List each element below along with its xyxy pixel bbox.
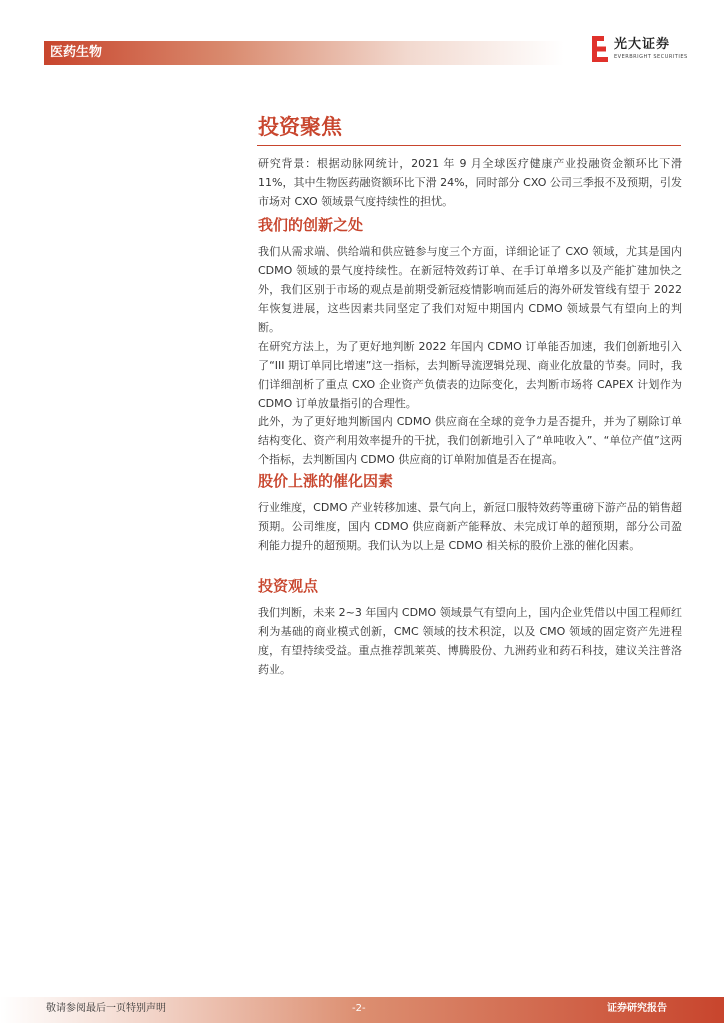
research-background-paragraph: 研究背景：根据动脉网统计，2021 年 9 月全球医疗健康产业投融资金额环比下滑 11%，其中生物医药融资额环比下滑 24%，同时部分 CXO 公司三季报不及预期，引发市场对 CXO 领域景气度持续性的担忧。 — [258, 157, 682, 208]
footer-report-type: 证券研究报告 — [607, 1003, 667, 1014]
innovation-paragraph-2: 在研究方法上，为了更好地判断 2022 年国内 CDMO 订单能否加速，我们创新地引入了“III 期订单同比增速”这一指标，去判断导流逻辑兑现、商业化放量的节奏。同时，我们详细剖析了重点 CXO 企业资产负债表的边际变化，去判断市场将 CAPEX 计划作为 CDMO 订单放量指引的合理性。 — [258, 340, 682, 410]
header-section-label: 医药生物 — [50, 45, 103, 60]
logo-english-name: EVERBRIGHT SECURITIES — [614, 54, 688, 60]
logo-company-name: 光大证券 — [614, 37, 671, 52]
header-band — [44, 41, 564, 65]
investment-view-heading: 投资观点 — [258, 577, 319, 595]
page-title: 投资聚焦 — [258, 115, 342, 139]
footer-disclaimer: 敬请参阅最后一页特别声明 — [46, 1003, 166, 1014]
innovation-paragraph-1: 我们从需求端、供给端和供应链参与度三个方面，详细论证了 CXO 领域，尤其是国内 CDMO 领域的景气度持续性。在新冠特效药订单、在手订单增多以及产能扩建加快之外，我们区别于市场的观点是前期受新冠疫情影响而延后的海外研发管线有望于 2022 年恢复进展，这些因素共同坚定了我们对短中期国内 CDMO 领域景气有望向上的判断。 — [258, 245, 682, 334]
investment-view-paragraph: 我们判断，未来 2~3 年国内 CDMO 领域景气有望向上，国内企业凭借以中国工程师红利为基础的商业模式创新，CMC 领域的技术积淀，以及 CMO 领域的固定资产先进程度，有望持续受益。重点推荐凯莱英、博腾股份、九洲药业和药石科技，建议关注普洛药业。 — [258, 606, 682, 676]
page-number: -2- — [352, 1003, 366, 1014]
catalyst-heading: 股价上涨的催化因素 — [258, 472, 394, 490]
innovation-heading: 我们的创新之处 — [258, 216, 364, 234]
innovation-paragraph-3: 此外，为了更好地判断国内 CDMO 供应商在全球的竞争力是否提升，并为了剔除订单结构变化、资产利用效率提升的干扰，我们创新地引入了“单吨收入”、“单位产值”这两个指标，去判断国内 CDMO 供应商的订单附加值是否在提高。 — [258, 415, 682, 466]
title-divider — [257, 145, 681, 146]
logo-mark-icon — [592, 36, 608, 62]
catalyst-paragraph: 行业维度，CDMO 产业转移加速、景气向上，新冠口服特效药等重磅下游产品的销售超预期。公司维度，国内 CDMO 供应商新产能释放、未完成订单的超预期，部分公司盈利能力提升的超预期。我们认为以上是 CDMO 相关标的股价上涨的催化因素。 — [258, 501, 682, 552]
company-logo — [592, 36, 692, 64]
